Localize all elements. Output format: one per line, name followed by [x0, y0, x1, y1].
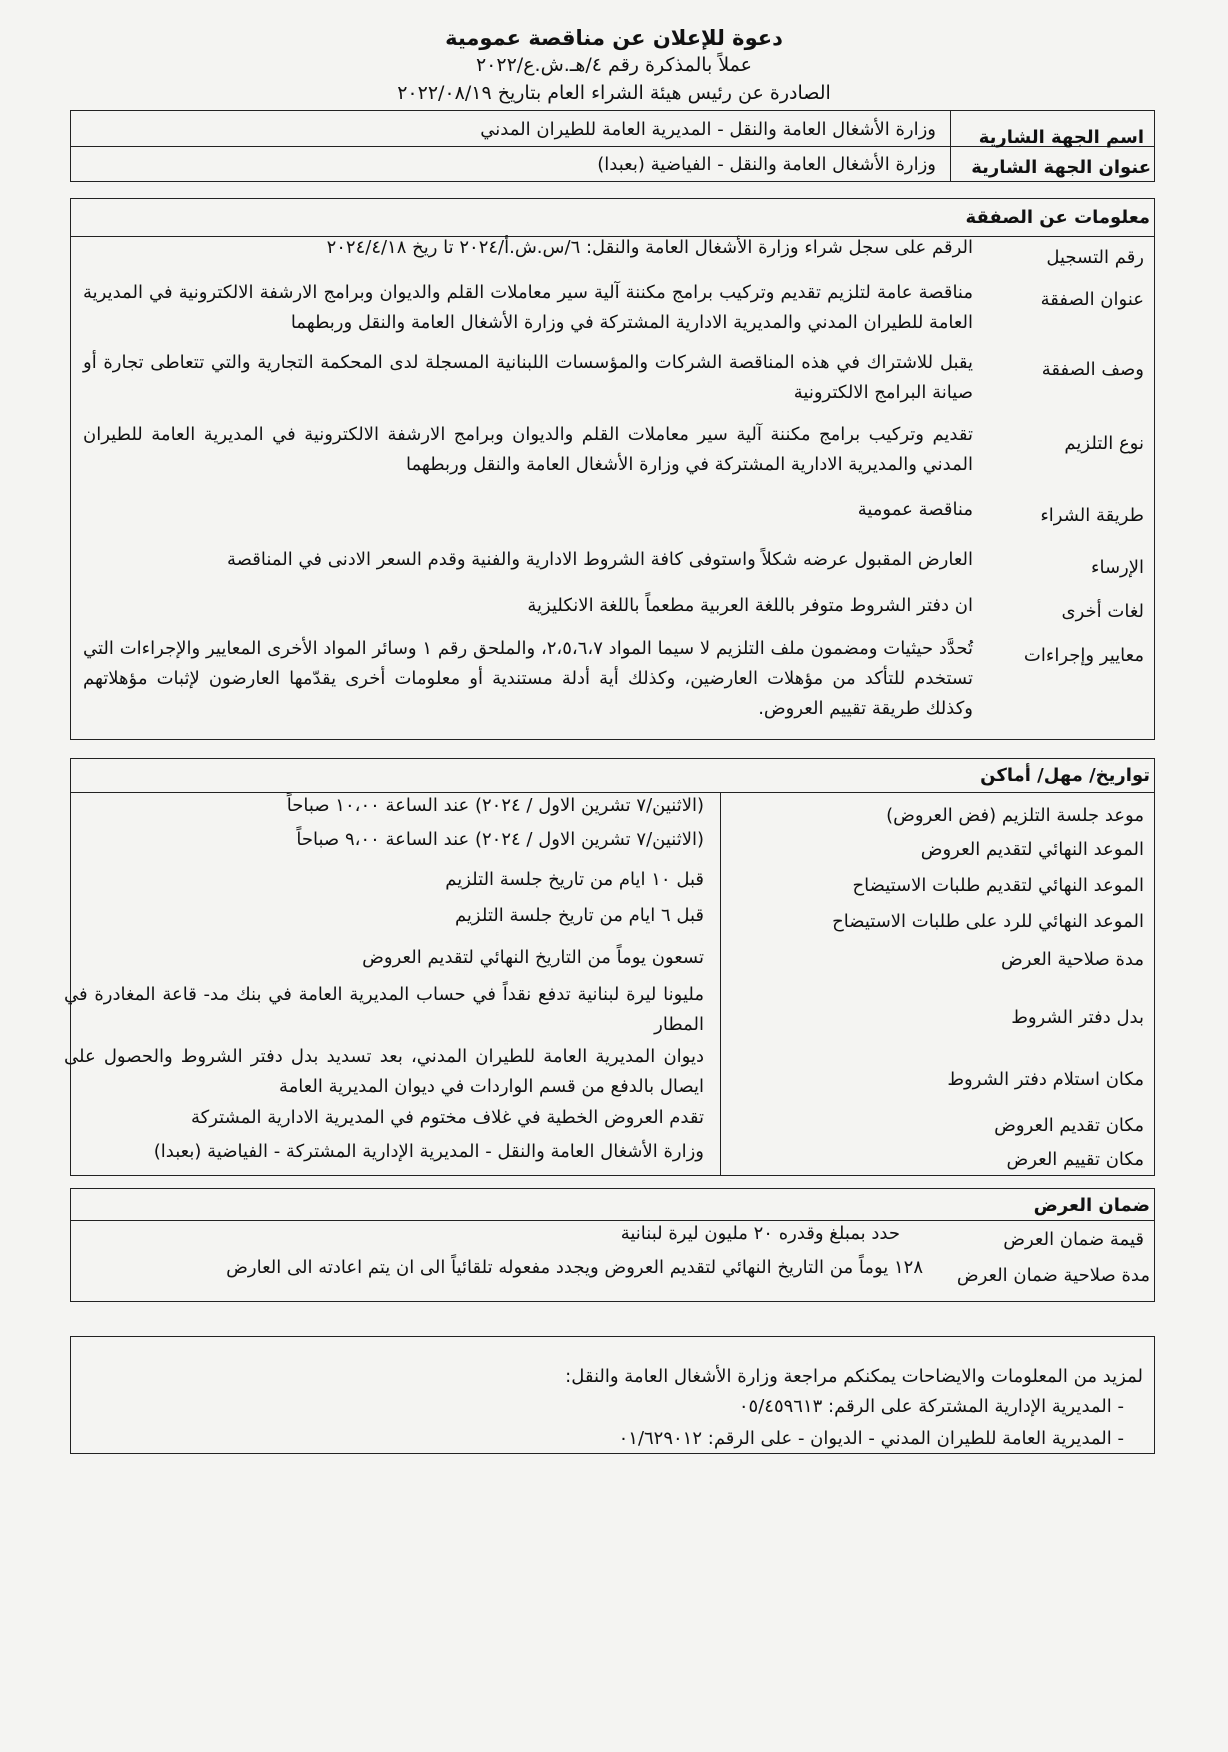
deal-label: رقم التسجيل	[1046, 247, 1144, 268]
buyer-name-value: وزارة الأشغال العامة والنقل - المديرية العامة للطيران المدني	[480, 119, 936, 140]
deal-label: طريقة الشراء	[1040, 505, 1144, 526]
deal-value: يقبل للاشتراك في هذه المناقصة الشركات والمؤسسات اللبنانية المسجلة لدى المحكمة التجارية والتي تتعاطى تجارة أو صيانة البرامج الالكترونية	[83, 352, 973, 403]
guarantee-value: ١٢٨ يوماً من التاريخ النهائي لتقديم العروض ويجدد مفعوله تلقائياً الى ان يتم اعادته الى العارض	[226, 1257, 923, 1278]
deal-value: الرقم على سجل شراء وزارة الأشغال العامة والنقل: ٦/س.ش.أ/٢٠٢٤ تا ريخ ٢٠٢٤/٤/١٨	[326, 237, 973, 258]
buyer-name-label: اسم الجهة الشارية	[978, 127, 1144, 148]
dates-label: مدة صلاحية العرض	[1000, 949, 1144, 970]
dates-value: قبل ١٠ ايام من تاريخ جلسة التلزيم	[445, 869, 704, 890]
dates-value: ديوان المديرية العامة للطيران المدني، بعد تسديد بدل دفتر الشروط والحصول على ايصال بالدفع من قسم الواردات في ديوان المديرية العامة	[64, 1046, 704, 1097]
dates-label: مكان تقييم العرض	[1006, 1149, 1144, 1170]
dates-value: قبل ٦ ايام من تاريخ جلسة التلزيم	[454, 905, 704, 926]
contact-line: - المديرية الإدارية المشتركة على الرقم: ٠٥/٤٥٩٦١٣	[738, 1396, 1124, 1417]
dates-label: الموعد النهائي لتقديم العروض	[920, 839, 1144, 860]
buyer-address-label: عنوان الجهة الشارية	[971, 157, 1151, 178]
guarantee-label: قيمة ضمان العرض	[1003, 1229, 1144, 1250]
issue-date: الصادرة عن رئيس هيئة الشراء العام بتاريخ ٢٠٢٢/٠٨/١٩	[397, 82, 831, 104]
deal-heading: معلومات عن الصفقة	[965, 207, 1150, 228]
dates-label: بدل دفتر الشروط	[1011, 1007, 1144, 1028]
dates-label: الموعد النهائي لتقديم طلبات الاستيضاح	[852, 875, 1144, 896]
deal-value: مناقصة عامة لتلزيم تقديم وتركيب برامج مكننة آلية سير معاملات القلم والديوان وبرامج الارشفة الالكترونية في المديرية العامة للطيران المدني والمديرية الادارية المشتركة في وزارة الأشغال العامة والنقل وربطهما	[83, 282, 973, 333]
contact-line: - المديرية العامة للطيران المدني - الديوان - على الرقم: ٠١/٦٢٩٠١٢	[618, 1428, 1124, 1449]
deal-label: لغات أخرى	[1061, 601, 1144, 622]
dates-value: وزارة الأشغال العامة والنقل - المديرية الإدارية المشتركة - الفياضية (بعبدا)	[153, 1141, 704, 1162]
deal-label: نوع التلزيم	[1064, 433, 1144, 454]
dates-value: مليونا ليرة لبنانية تدفع نقداً في حساب المديرية العامة في بنك مد- قاعة المغادرة في المطار	[64, 984, 704, 1035]
deal-label: الإرساء	[1091, 557, 1144, 578]
page-title: دعوة للإعلان عن مناقصة عمومية	[445, 26, 783, 50]
deal-value: تقديم وتركيب برامج مكننة آلية سير معاملات القلم والديوان وبرامج الارشفة الالكترونية في المديرية العامة للطيران المدني والمديرية الادارية المشتركة في وزارة الأشغال العامة والنقل وربطهما	[83, 424, 973, 475]
contact-intro: لمزيد من المعلومات والايضاحات يمكنكم مراجعة وزارة الأشغال العامة والنقل:	[565, 1366, 1143, 1387]
guarantee-heading: ضمان العرض	[1033, 1195, 1150, 1216]
dates-label: مكان استلام دفتر الشروط	[947, 1069, 1144, 1090]
deal-value: ان دفتر الشروط متوفر باللغة العربية مطعماً باللغة الانكليزية	[527, 595, 973, 616]
deal-value: العارض المقبول عرضه شكلاً واستوفى كافة الشروط الادارية والفنية وقدم السعر الادنى في المناقصة	[227, 549, 973, 570]
dates-value: (الاثنين/٧ تشرين الاول / ٢٠٢٤) عند الساعة ١٠،٠٠ صباحاً	[286, 795, 704, 816]
buyer-address-value: وزارة الأشغال العامة والنقل - الفياضية (بعبدا)	[597, 154, 936, 175]
dates-label: الموعد النهائي للرد على طلبات الاستيضاح	[832, 911, 1144, 932]
deal-value: تُحدَّد حيثيات ومضمون ملف التلزيم لا سيما المواد ٢،٥،٦،٧، والملحق رقم ١ وسائر المواد الأخرى المعايير والإجراءات التي تستخدم للتأكد من مؤهلات العارضين، وكذلك أية أدلة مستندية أو معلومات أخرى يقدّمها العارضون لإثبات مؤهلاتهم وكذلك طريقة تقييم العروض.	[83, 638, 973, 719]
dates-label: مكان تقديم العروض	[994, 1115, 1144, 1136]
guarantee-value: حدد بمبلغ وقدره ٢٠ مليون ليرة لبنانية	[620, 1223, 900, 1244]
dates-heading: تواريخ/ مهل/ أماكن	[980, 765, 1150, 786]
deal-label: معايير وإجراءات	[1023, 645, 1144, 666]
dates-label: موعد جلسة التلزيم (فض العروض)	[886, 805, 1144, 826]
deal-value: مناقصة عمومية	[857, 499, 973, 520]
dates-divider	[720, 792, 721, 1176]
deal-label: وصف الصفقة	[1041, 359, 1144, 380]
memo-reference: عملاً بالمذكرة رقم ٤/هـ.ش.ع/٢٠٢٢	[475, 54, 753, 76]
dates-value: تسعون يوماً من التاريخ النهائي لتقديم العروض	[362, 947, 704, 968]
deal-label: عنوان الصفقة	[1040, 289, 1144, 310]
dates-value: (الاثنين/٧ تشرين الاول / ٢٠٢٤) عند الساعة ٩،٠٠ صباحاً	[296, 829, 704, 850]
dates-value: تقدم العروض الخطية في غلاف مختوم في المديرية الادارية المشتركة	[191, 1107, 704, 1128]
guarantee-heading-divider	[70, 1220, 1155, 1221]
guarantee-label: مدة صلاحية ضمان العرض	[956, 1265, 1150, 1286]
